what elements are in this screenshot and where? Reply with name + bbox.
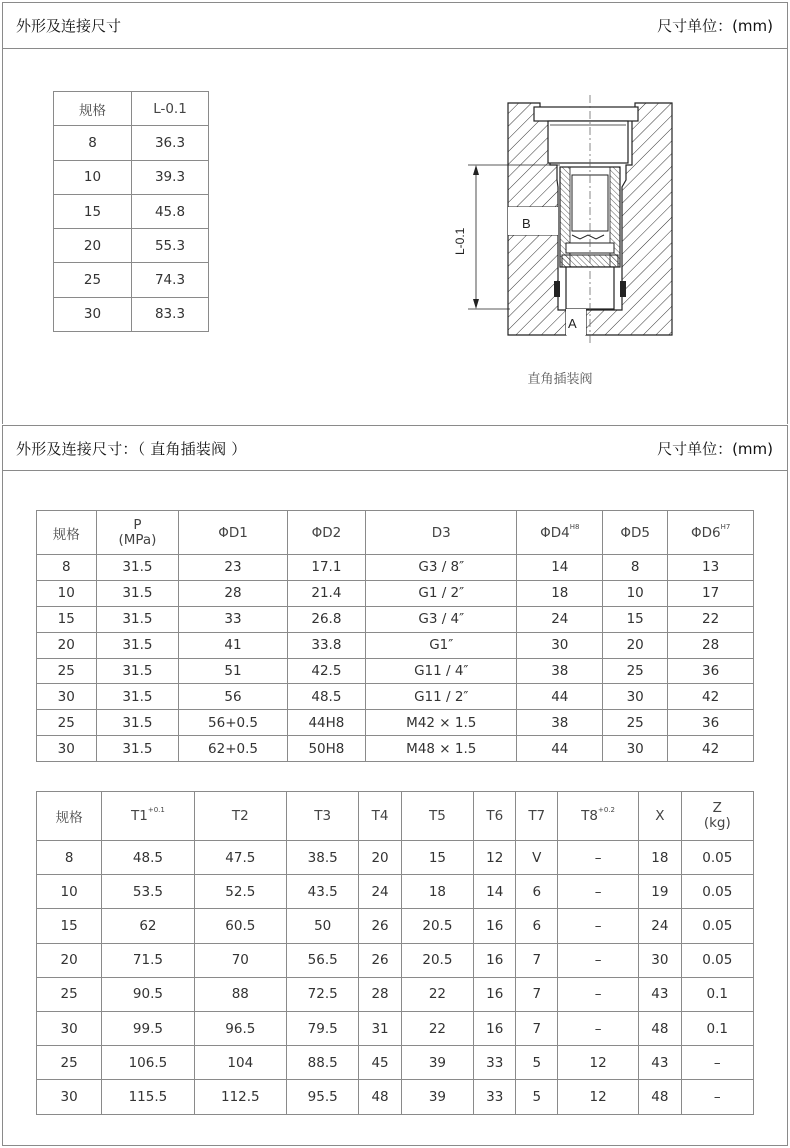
header-text: ΦD5 xyxy=(620,524,650,541)
table-cell: 23 xyxy=(179,555,287,581)
table-cell: 96.5 xyxy=(194,1011,286,1045)
table-cell: 39 xyxy=(401,1080,473,1114)
table-cell: 36 xyxy=(668,710,754,736)
table-cell: 44H8 xyxy=(287,710,365,736)
thickness-weight-table xyxy=(36,791,754,1115)
table-cell: 36 xyxy=(668,658,754,684)
table-cell: 43 xyxy=(639,1046,681,1080)
table-cell: 17.1 xyxy=(287,555,365,581)
table-cell: 79.5 xyxy=(287,1011,359,1045)
table-row xyxy=(37,580,754,606)
header-cell xyxy=(102,792,194,841)
header-cell xyxy=(558,792,639,841)
table-cell: 7 xyxy=(516,943,558,977)
table-cell: 33 xyxy=(474,1080,516,1114)
table-row xyxy=(54,194,209,228)
table-cell: 20 xyxy=(37,943,102,977)
header-cell xyxy=(474,792,516,841)
table-cell: 15 xyxy=(401,841,473,875)
table-cell: 21.4 xyxy=(287,580,365,606)
table-cell: 0.05 xyxy=(681,943,753,977)
table-cell: 12 xyxy=(474,841,516,875)
table-cell: – xyxy=(558,1011,639,1045)
table-cell: 0.05 xyxy=(681,909,753,943)
table-cell: 31.5 xyxy=(96,658,179,684)
table-cell: 14 xyxy=(517,555,603,581)
table-cell: 106.5 xyxy=(102,1046,194,1080)
table-cell: 33 xyxy=(474,1046,516,1080)
table-cell: 48.5 xyxy=(102,841,194,875)
table-cell: 60.5 xyxy=(194,909,286,943)
header-unit: (MPa) xyxy=(118,531,157,548)
header-cell xyxy=(359,792,401,841)
header-cell xyxy=(194,792,286,841)
header-cell xyxy=(287,792,359,841)
table-cell: M42 × 1.5 xyxy=(366,710,517,736)
table-cell: 30 xyxy=(37,736,97,762)
table-cell: 12 xyxy=(558,1080,639,1114)
table-cell: 115.5 xyxy=(102,1080,194,1114)
table-row xyxy=(37,875,754,909)
table-cell: 62 xyxy=(102,909,194,943)
table-cell: 22 xyxy=(668,606,754,632)
table-row xyxy=(37,1080,754,1114)
unit-label: 尺寸单位：(mm) xyxy=(657,17,773,35)
table-cell: 20.5 xyxy=(401,909,473,943)
table-cell: 39 xyxy=(401,1046,473,1080)
header-text: X xyxy=(655,808,665,824)
table-cell: 20 xyxy=(603,632,668,658)
pressure-diameter-table xyxy=(36,510,754,762)
header-cell xyxy=(37,511,97,555)
table-cell: 25 xyxy=(37,658,97,684)
table-cell: 41 xyxy=(179,632,287,658)
table-cell: 42 xyxy=(668,684,754,710)
table-cell: 24 xyxy=(639,909,681,943)
table-cell: 8 xyxy=(37,555,97,581)
section-title: 外形及连接尺寸 xyxy=(16,17,122,35)
table-cell: 28 xyxy=(179,580,287,606)
table-cell: 51 xyxy=(179,658,287,684)
table-cell: 25 xyxy=(37,1046,102,1080)
table-cell: 30 xyxy=(37,684,97,710)
table-cell: 0.1 xyxy=(681,1011,753,1045)
table-cell: 16 xyxy=(474,943,516,977)
table-cell: 47.5 xyxy=(194,841,286,875)
table-cell: 70 xyxy=(194,943,286,977)
table-cell: 43 xyxy=(639,977,681,1011)
port-a-label: A xyxy=(568,316,577,331)
table-cell: 33.8 xyxy=(287,632,365,658)
header-cell xyxy=(401,792,473,841)
table-cell: 30 xyxy=(603,684,668,710)
table-cell: 30 xyxy=(37,1080,102,1114)
table-cell: 18 xyxy=(517,580,603,606)
table-cell: – xyxy=(558,977,639,1011)
table-cell: 19 xyxy=(639,875,681,909)
header-text: ΦD4 xyxy=(540,524,570,541)
table-cell: 56 xyxy=(179,684,287,710)
table-cell: 12 xyxy=(558,1046,639,1080)
table-cell: 48 xyxy=(639,1011,681,1045)
table-cell: 26 xyxy=(359,909,401,943)
header-cell xyxy=(603,511,668,555)
table-row xyxy=(37,606,754,632)
table-row xyxy=(54,160,209,194)
table-cell: 48 xyxy=(359,1080,401,1114)
table-cell: 0.05 xyxy=(681,841,753,875)
header-text: T8 xyxy=(581,808,599,824)
table-cell: 15 xyxy=(37,909,102,943)
table-cell: 44 xyxy=(517,684,603,710)
table-cell: 88.5 xyxy=(287,1046,359,1080)
table-cell: 38 xyxy=(517,658,603,684)
table-row xyxy=(37,977,754,1011)
table-cell: 48 xyxy=(639,1080,681,1114)
header-cell xyxy=(639,792,681,841)
table-cell: 42.5 xyxy=(287,658,365,684)
table-row xyxy=(37,943,754,977)
table-row xyxy=(37,1046,754,1080)
header-cell xyxy=(37,792,102,841)
table-cell: 20 xyxy=(54,229,132,263)
table-cell: 31.5 xyxy=(96,555,179,581)
table-cell: G3 / 8″ xyxy=(366,555,517,581)
table-cell: 56+0.5 xyxy=(179,710,287,736)
table-cell: 24 xyxy=(359,875,401,909)
table-cell: 38.5 xyxy=(287,841,359,875)
table-cell: 10 xyxy=(54,160,132,194)
table-cell: 30 xyxy=(37,1011,102,1045)
table-row xyxy=(37,710,754,736)
table-cell: – xyxy=(681,1046,753,1080)
table-cell: 71.5 xyxy=(102,943,194,977)
table-cell: 30 xyxy=(639,943,681,977)
header-text: ΦD6 xyxy=(690,524,721,541)
table-cell: 5 xyxy=(516,1080,558,1114)
table-cell: 30 xyxy=(54,297,132,331)
header-text: T3 xyxy=(314,808,332,824)
table-cell: 15 xyxy=(54,194,132,228)
table-cell: 74.3 xyxy=(132,263,209,297)
table-cell: 16 xyxy=(474,977,516,1011)
tolerance-superscript: H8 xyxy=(569,522,580,531)
table-cell: V xyxy=(516,841,558,875)
table-cell: 31.5 xyxy=(96,606,179,632)
table-cell: 52.5 xyxy=(194,875,286,909)
table-cell: 22 xyxy=(401,977,473,1011)
table-cell: 8 xyxy=(37,841,102,875)
table-cell: 88 xyxy=(194,977,286,1011)
header-cell xyxy=(517,511,603,555)
table-cell: 8 xyxy=(603,555,668,581)
table-cell: 8 xyxy=(54,126,132,160)
table-cell: 31.5 xyxy=(96,580,179,606)
table-cell: 25 xyxy=(54,263,132,297)
header-text: ΦD1 xyxy=(218,524,248,541)
table-row xyxy=(37,658,754,684)
table-cell: 16 xyxy=(474,909,516,943)
table-cell: G1 / 2″ xyxy=(366,580,517,606)
table-cell: – xyxy=(558,943,639,977)
table-cell: 50H8 xyxy=(287,736,365,762)
table-cell: 14 xyxy=(474,875,516,909)
table-cell: 50 xyxy=(287,909,359,943)
table-cell: G11 / 4″ xyxy=(366,658,517,684)
table-cell: 25 xyxy=(37,977,102,1011)
table-cell: 18 xyxy=(639,841,681,875)
table-cell: 20 xyxy=(359,841,401,875)
table-cell: 26 xyxy=(359,943,401,977)
header-cell xyxy=(179,511,287,555)
header-unit: (kg) xyxy=(703,815,731,831)
length-table xyxy=(53,91,209,332)
tolerance-superscript: +0.2 xyxy=(598,806,616,814)
table-cell: 72.5 xyxy=(287,977,359,1011)
table-cell: 99.5 xyxy=(102,1011,194,1045)
table-cell: 16 xyxy=(474,1011,516,1045)
table-cell: G3 / 4″ xyxy=(366,606,517,632)
header-text: T6 xyxy=(486,808,504,824)
table-cell: 6 xyxy=(516,909,558,943)
table-cell: 83.3 xyxy=(132,297,209,331)
table-cell: 31.5 xyxy=(96,710,179,736)
header-text: Z xyxy=(712,800,722,816)
table-cell: 20 xyxy=(37,632,97,658)
table-cell: M48 × 1.5 xyxy=(366,736,517,762)
table-cell: 17 xyxy=(668,580,754,606)
table-cell: 7 xyxy=(516,1011,558,1045)
table-cell: 10 xyxy=(603,580,668,606)
header-text: ΦD2 xyxy=(311,524,342,541)
table-row xyxy=(37,555,754,581)
table-cell: 0.05 xyxy=(681,875,753,909)
table-cell: – xyxy=(558,841,639,875)
table-row xyxy=(37,909,754,943)
table-cell: 55.3 xyxy=(132,229,209,263)
section-header xyxy=(3,425,787,471)
table-cell: 20.5 xyxy=(401,943,473,977)
table-cell: 30 xyxy=(517,632,603,658)
header-cell xyxy=(96,511,179,555)
table-row xyxy=(37,841,754,875)
table-cell: 31 xyxy=(359,1011,401,1045)
table-cell: 90.5 xyxy=(102,977,194,1011)
table-cell: 62+0.5 xyxy=(179,736,287,762)
header-text: D3 xyxy=(431,524,451,541)
header-text: T4 xyxy=(371,808,389,824)
table-cell: 0.1 xyxy=(681,977,753,1011)
table-cell: 43.5 xyxy=(287,875,359,909)
table-cell: 42 xyxy=(668,736,754,762)
header-text: T5 xyxy=(428,808,446,824)
table-cell: 112.5 xyxy=(194,1080,286,1114)
table-cell: 53.5 xyxy=(102,875,194,909)
table-cell: 48.5 xyxy=(287,684,365,710)
table-cell: 25 xyxy=(603,710,668,736)
table-cell: 26.8 xyxy=(287,606,365,632)
header-text: 规格 xyxy=(55,810,83,826)
header-text: P xyxy=(133,516,142,533)
table-row xyxy=(54,263,209,297)
header-cell xyxy=(287,511,365,555)
tolerance-superscript: +0.1 xyxy=(147,806,165,814)
table-cell: 56.5 xyxy=(287,943,359,977)
table-cell: 28 xyxy=(668,632,754,658)
header-cell xyxy=(366,511,517,555)
table-cell: 104 xyxy=(194,1046,286,1080)
table-header-row xyxy=(54,92,209,126)
table-header-row xyxy=(37,511,754,555)
table-cell: 45 xyxy=(359,1046,401,1080)
table-cell: 45.8 xyxy=(132,194,209,228)
table-header-row xyxy=(37,792,754,841)
unit-label: 尺寸单位：(mm) xyxy=(657,439,773,458)
table-cell: 31.5 xyxy=(96,632,179,658)
table-cell: – xyxy=(558,909,639,943)
port-b-label: B xyxy=(522,216,531,231)
table-cell: 25 xyxy=(37,710,97,736)
table-cell: 39.3 xyxy=(132,160,209,194)
table-row xyxy=(54,229,209,263)
header-cell xyxy=(668,511,754,555)
header-cell xyxy=(516,792,558,841)
section-header xyxy=(3,3,787,49)
table-cell: 13 xyxy=(668,555,754,581)
table-cell: 28 xyxy=(359,977,401,1011)
table-cell: 18 xyxy=(401,875,473,909)
valve-cross-section-drawing xyxy=(450,95,690,395)
table-cell: – xyxy=(558,875,639,909)
table-cell: G11 / 2″ xyxy=(366,684,517,710)
table-cell: 15 xyxy=(37,606,97,632)
section-title: 外形及连接尺寸：（ 直角插装阀 ） xyxy=(16,439,247,458)
table-cell: – xyxy=(681,1080,753,1114)
table-cell: 10 xyxy=(37,875,102,909)
tolerance-superscript: H7 xyxy=(720,522,731,531)
table-cell: 7 xyxy=(516,977,558,1011)
table-cell: 25 xyxy=(603,658,668,684)
table-cell: 5 xyxy=(516,1046,558,1080)
table-cell: 31.5 xyxy=(96,684,179,710)
header-cell: 规格 xyxy=(54,92,132,126)
table-cell: 24 xyxy=(517,606,603,632)
header-text: T1 xyxy=(131,808,148,824)
table-row xyxy=(37,736,754,762)
header-text: T7 xyxy=(528,808,546,824)
header-text: 规格 xyxy=(52,526,80,543)
table-row xyxy=(54,297,209,331)
header-cell: L-0.1 xyxy=(132,92,209,126)
table-cell: 10 xyxy=(37,580,97,606)
table-cell: 38 xyxy=(517,710,603,736)
table-cell: 15 xyxy=(603,606,668,632)
table-cell: 95.5 xyxy=(287,1080,359,1114)
table-cell: 6 xyxy=(516,875,558,909)
table-row xyxy=(37,632,754,658)
table-cell: 33 xyxy=(179,606,287,632)
table-row xyxy=(37,684,754,710)
table-cell: 44 xyxy=(517,736,603,762)
table-cell: 36.3 xyxy=(132,126,209,160)
dimension-l-label: L-0.1 xyxy=(453,227,467,255)
table-cell: 31.5 xyxy=(96,736,179,762)
table-cell: G1″ xyxy=(366,632,517,658)
table-row xyxy=(37,1011,754,1045)
header-text: T2 xyxy=(231,808,249,824)
table-row xyxy=(54,126,209,160)
figure-caption: 直角插装阀 xyxy=(527,372,593,387)
header-cell xyxy=(681,792,753,841)
table-cell: 30 xyxy=(603,736,668,762)
table-cell: 22 xyxy=(401,1011,473,1045)
